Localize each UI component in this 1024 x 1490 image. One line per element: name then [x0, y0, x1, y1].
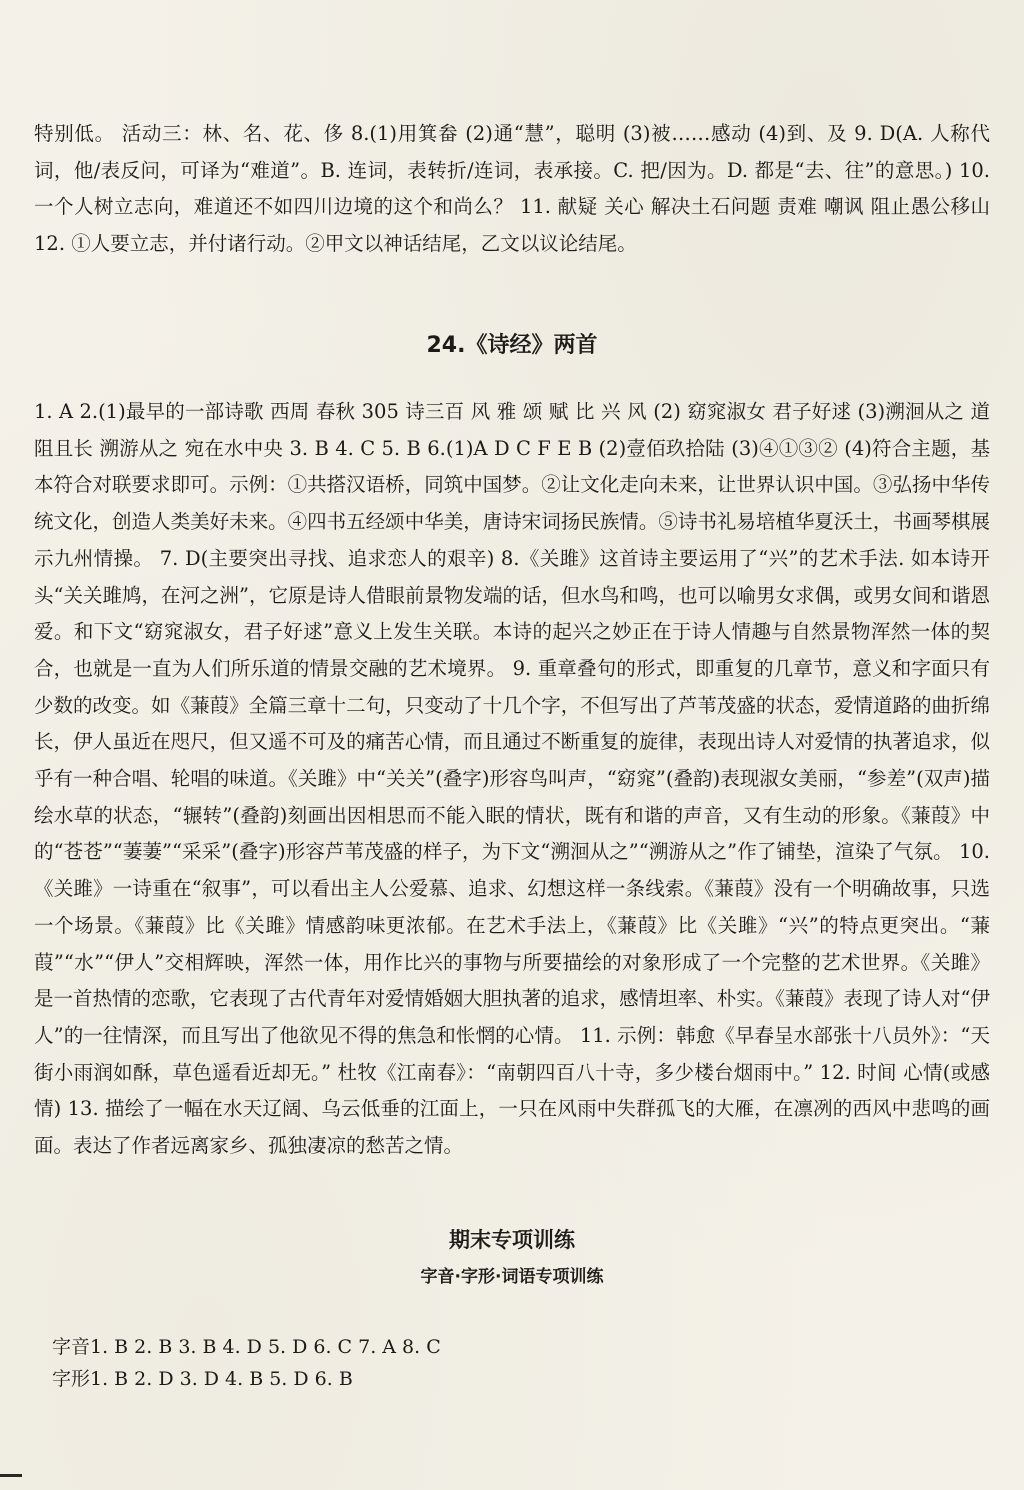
page-corner-mark	[0, 1474, 22, 1477]
zi-xing-answers: 字形1. B 2. D 3. D 4. B 5. D 6. B	[52, 1368, 353, 1390]
zi-yin-answers: 字音1. B 2. B 3. B 4. D 5. D 6. C 7. A 8. C	[52, 1336, 441, 1358]
previous-section-answers: 特别低。 活动三：林、名、花、侈 8.(1)用箕畚 (2)通“慧”，聪明 (3)被……感动 (4)到、及 9. D(A. 人称代词，他/表反问，可译为“难道”。B. 连词，表转折/连词，表承接。C. 把/因为。D. 都是“去、往”的意思。) 10. 一个人树立志向，难道还不如四川边境的这个和尚么？ 11. 献疑 关心 解决土石问题 责难 嘲讽 阻止愚公移山 12. ①人要立志，并付诸行动。②甲文以神话结尾，乙文以议论结尾。	[34, 122, 990, 256]
final-training-subtitle: 字音·字形·词语专项训练	[420, 1267, 604, 1287]
final-training-title: 期末专项训练	[449, 1228, 575, 1252]
section-24-title: 24.《诗经》两首	[426, 333, 598, 358]
section-24-answers: 1. A 2.(1)最早的一部诗歌 西周 春秋 305 诗三百 风 雅 颂 赋 比 兴 风 (2) 窈窕淑女 君子好逑 (3)溯洄从之 道阻且长 溯游从之 宛在水中央 3. B 4. C 5. B 6.(1)A D C F E B (2)壹佰玖拾陆 (3)④①③② (4)符合主题，基本符合对联要求即可。示例：①共搭汉语桥，同筑中国梦。②让文化走向未来，让世界认识中国。③弘扬中华传统文化，创造人类美好未来。④四书五经颂中华美，唐诗宋词扬民族情。⑤诗书礼易培植华夏沃土，书画琴棋展示九州情操。 7. D(主要突出寻找、追求恋人的艰辛) 8.《关雎》这首诗主要运用了“兴”的艺术手法. 如本诗开头“关关雎鸠，在河之洲”，它原是诗人借眼前景物发端的话，但水鸟和鸣，也可以喻男女求偶，或男女间和谐恩爱。和下文“窈窕淑女，君子好逑”意义上发生关联。本诗的起兴之妙正在于诗人情趣与自然景物浑然一体的契合，也就是一直为人们所乐道的情景交融的艺术境界。 9. 重章叠句的形式，即重复的几章节，意义和字面只有少数的改变。如《蒹葭》全篇三章十二句，只变动了十几个字，不但写出了芦苇茂盛的状态，爱情道路的曲折绵长，伊人虽近在咫尺，但又遥不可及的痛苦心情，而且通过不断重复的旋律，表现出诗人对爱情的执著追求，似乎有一种合唱、轮唱的味道。《关雎》中“关关”(叠字)形容鸟叫声，“窈窕”(叠韵)表现淑女美丽，“参差”(双声)描绘水草的状态，“辗转”(叠韵)刻画出因相思而不能入眠的情状，既有和谐的声音，又有生动的形象。《蒹葭》中的“苍苍”“萋萋”“采采”(叠字)形容芦苇茂盛的样子，为下文“溯洄从之”“溯游从之”作了铺垫，渲染了气氛。 10.《关雎》一诗重在“叙事”，可以看出主人公爱慕、追求、幻想这样一条线索。《蒹葭》没有一个明确故事，只选一个场景。《蒹葭》比《关雎》情感韵味更浓郁。在艺术手法上，《蒹葭》比《关雎》“兴”的特点更突出。“蒹葭”“水”“伊人”交相辉映，浑然一体，用作比兴的事物与所要描绘的对象形成了一个完整的艺术世界。《关雎》是一首热情的恋歌，它表现了古代青年对爱情婚姻大胆执著的追求，感情坦率、朴实。《蒹葭》表现了诗人对“伊人”的一往情深，而且写出了他欲见不得的焦急和怅惘的心情。 11. 示例：韩愈《早春呈水部张十八员外》：“天街小雨润如酥，草色遥看近却无。” 杜牧《江南春》：“南朝四百八十寺，多少楼台烟雨中。” 12. 时间 心情(或感情) 13. 描绘了一幅在水天辽阔、乌云低垂的江面上，一只在风雨中失群孤飞的大雁，在凛冽的西风中悲鸣的画面。表达了作者远离家乡、孤独凄凉的愁苦之情。	[34, 400, 990, 1158]
